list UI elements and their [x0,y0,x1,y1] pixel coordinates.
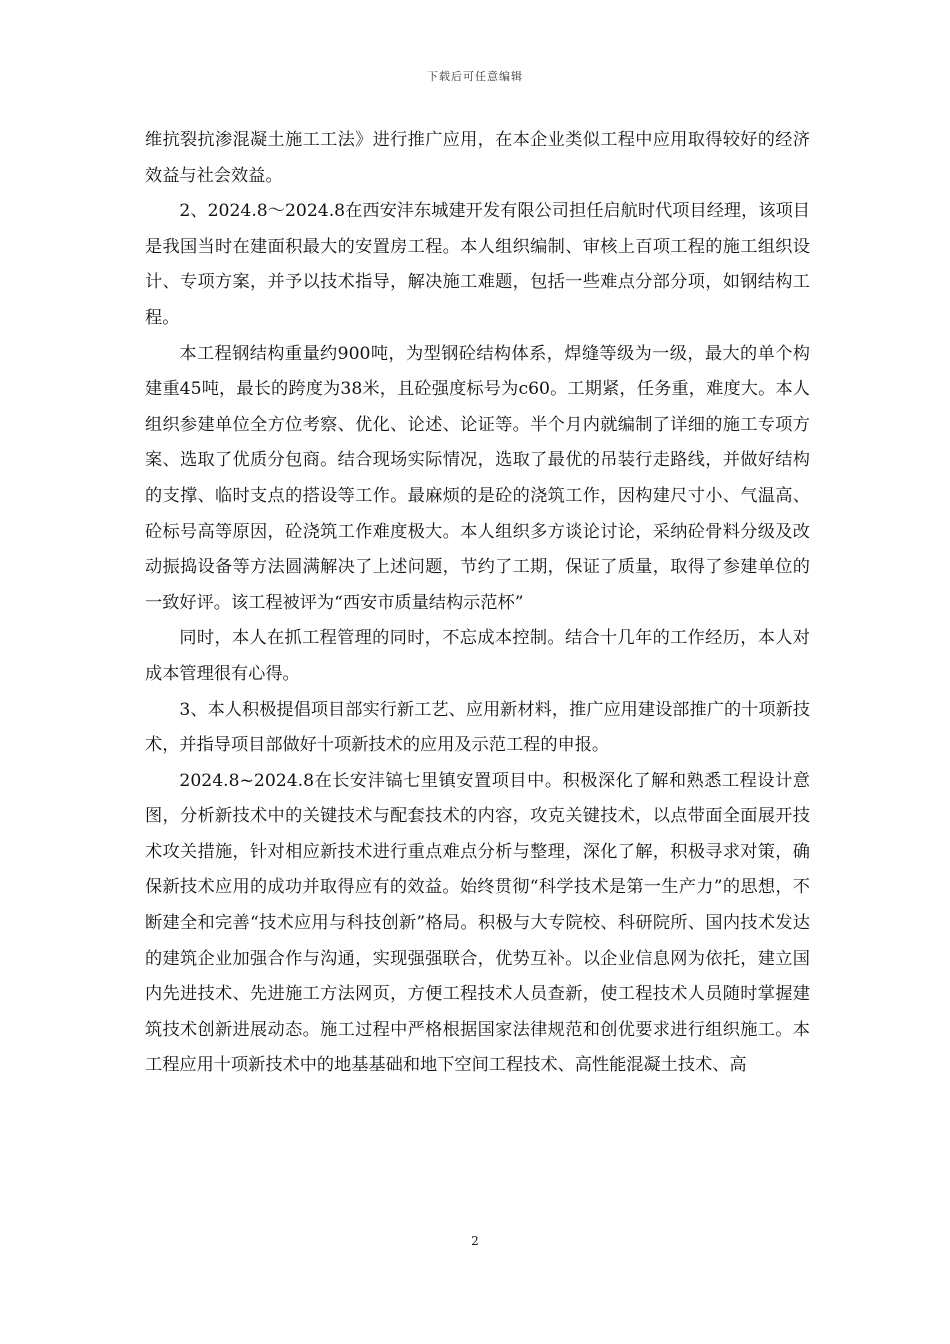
paragraph-6: 2024.8~2024.8在长安沣镐七里镇安置项目中。积极深化了解和熟悉工程设计意图，分析新技术中的关键技术与配套技术的内容，攻克关键技术，以点带面全面展开技术攻关措施，针对相应新技术进行重点难点分析与整理，深化了解，积极寻求对策，确保新技术应用的成功并取得应有的效益。始终贯彻“科学技术是第一生产力”的思想，不断建全和完善“技术应用与科技创新”格局。积极与大专院校、科研院所、国内技术发达的建筑企业加强合作与沟通，实现强强联合，优势互补。以企业信息网为依托，建立国内先进技术、先进施工方法网页，方便工程技术人员查新，使工程技术人员随时掌握建筑技术创新进展动态。施工过程中严格根据国家法律规范和创优要求进行组织施工。本工程应用十项新技术中的地基基础和地下空间工程技术、高性能混凝土技术、高 [145,770,810,1076]
paragraph-2: 2、2024.8～2024.8在西安沣东城建开发有限公司担任启航时代项目经理，该项目是我国当时在建面积最大的安置房工程。本人组织编制、审核上百项工程的施工组织设计、专项方案，并予以技术指导，解决施工难题，包括一些难点分部分项，如钢结构工程。 [145,201,810,328]
paragraph-4: 同时，本人在抓工程管理的同时，不忘成本控制。结合十几年的工作经历，本人对成本管理很有心得。 [145,628,810,684]
page-header: 下载后可任意编辑 [427,70,523,83]
paragraph-5: 3、本人积极提倡项目部实行新工艺、应用新材料，推广应用建设部推广的十项新技术，并指导项目部做好十项新技术的应用及示范工程的申报。 [145,699,810,756]
page-number: 2 [471,1234,479,1248]
paragraph-1: 维抗裂抗渗混凝土施工工法》进行推广应用，在本企业类似工程中应用取得较好的经济效益与社会效益。 [145,130,810,186]
paragraph-3: 本工程钢结构重量约900吨，为型钢砼结构体系，焊缝等级为一级，最大的单个构建重45吨，最长的跨度为38米，且砼强度标号为c60。工期紧，任务重，难度大。本人组织参建单位全方位考察、优化、论述、论证等。半个月内就编制了详细的施工专项方案、选取了优质分包商。结合现场实际情况，选取了最优的吊装行走路线，并做好结构的支撑、临时支点的搭设等工作。最麻烦的是砼的浇筑工作，因构建尺寸小、气温高、砼标号高等原因，砼浇筑工作难度极大。本人组织多方谈论讨论，采纳砼骨料分级及改动振捣设备等方法圆满解决了上述问题，节约了工期，保证了质量，取得了参建单位的一致好评。该工程被评为“西安市质量结构示范杯” [145,343,810,613]
document-body [145,123,810,1084]
